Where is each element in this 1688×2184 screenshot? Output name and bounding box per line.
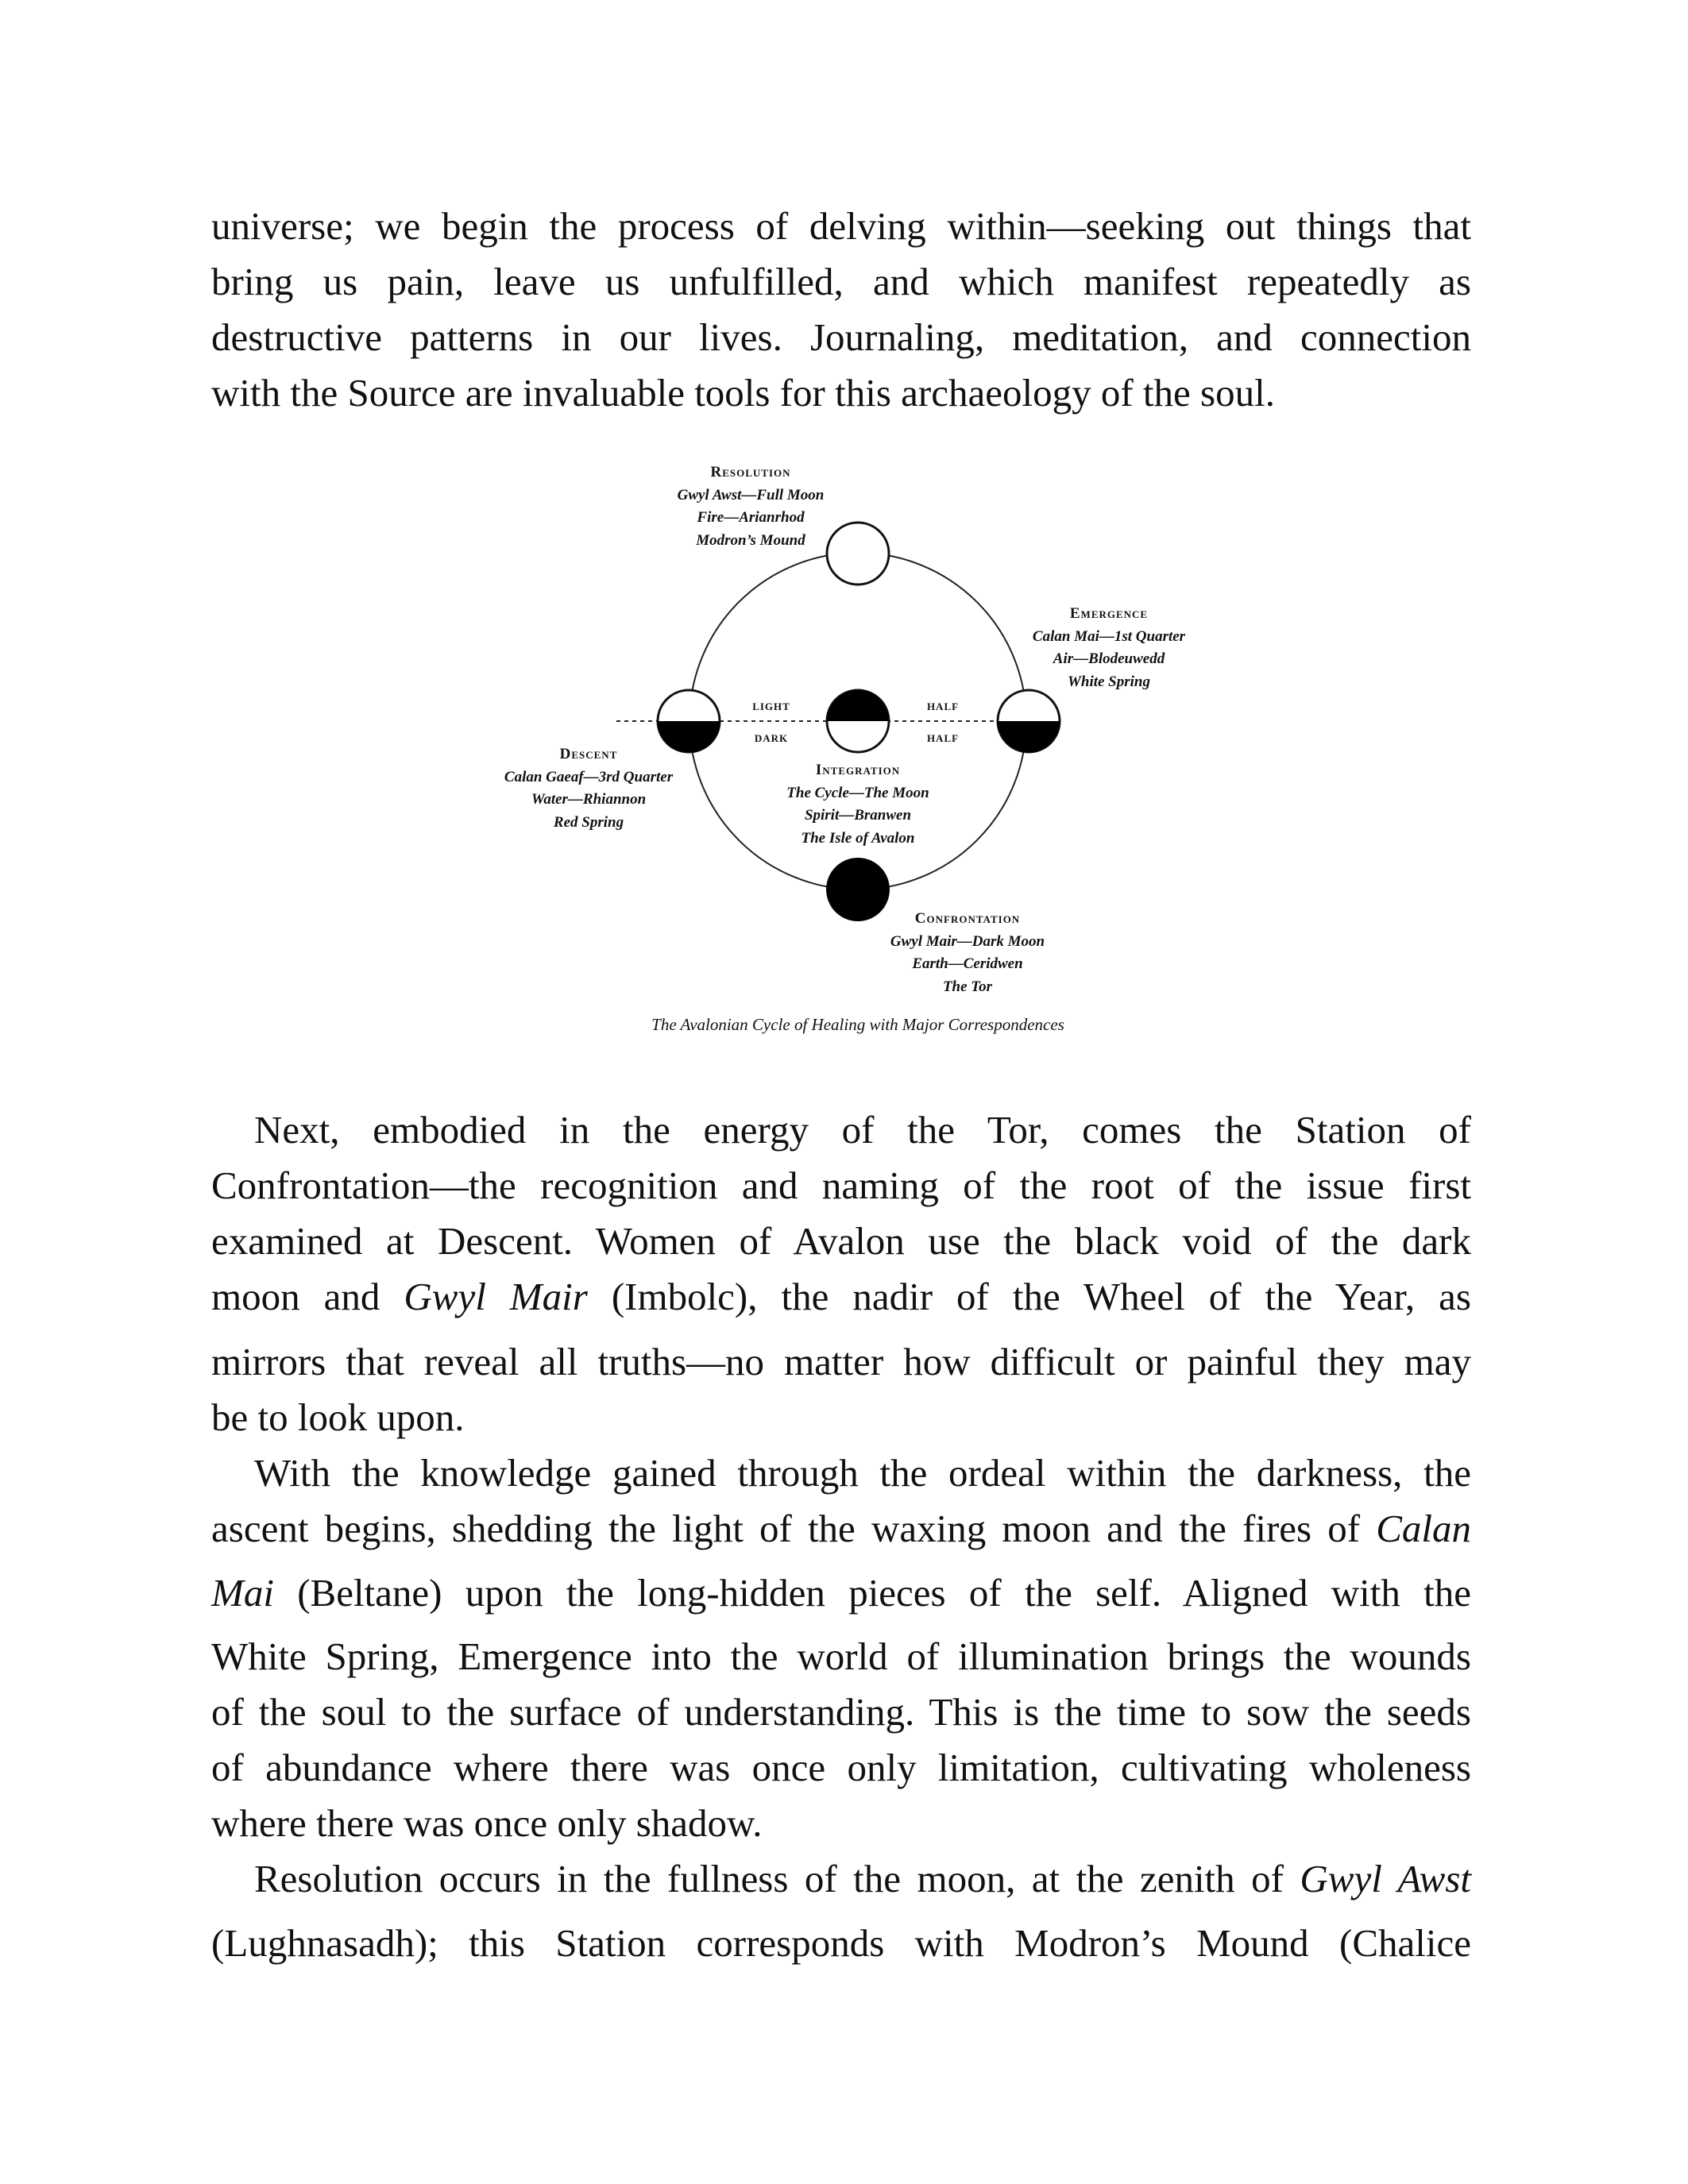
station-title: Descent [559,746,618,762]
station-line: Water—Rhiannon [531,791,647,808]
text-line [254,1445,1471,1501]
station-line: Calan Mai—1st Quarter [1032,627,1186,645]
text-run: Confrontation—the recognition and naming of the root of the issue first [211,1163,1471,1207]
station-line: The Cycle—The Moon [786,784,929,801]
text-run: (Imbolc), the nadir of the Wheel of the Year, as [587,1275,1471,1318]
text-line [211,1916,1471,1971]
text-run: universe; we begin the process of delving within—seeking out things that [211,204,1471,248]
station-title: Emergence [1069,605,1149,622]
text-line [211,1629,1471,1684]
station-title: Integration [815,762,901,778]
text-line [211,1269,1471,1325]
text-line [211,1214,1471,1269]
station-line: Fire—Arianrhod [697,509,805,526]
text-line [211,1740,1471,1796]
resolution-label [678,461,825,552]
full-moon-icon [827,523,889,585]
station-line: Calan Gaeaf—3rd Quarter [504,768,674,785]
text-line [254,1851,1471,1907]
text-run: mirrors that reveal all truths—no matter how difficult or painful they may [211,1340,1471,1383]
station-line: Modron’s Mound [696,531,805,549]
half-top-label: HALF [926,700,960,712]
station-line: Earth—Ceridwen [912,955,1023,972]
station-line: The Isle of Avalon [801,829,915,847]
text-line [211,1684,1471,1740]
confrontation-label [890,908,1045,998]
italic-term: Calan [1376,1507,1471,1550]
text-run: where there was once only shadow. [211,1801,763,1845]
station-line: Spirit—Branwen [804,807,912,824]
text-run: with the Source are invaluable tools for this archaeology of the soul. [211,371,1275,415]
italic-term: Gwyl Awst [1300,1857,1471,1900]
text-run: (Beltane) upon the long-hidden pieces of the self. Aligned with the [273,1571,1471,1615]
station-line: White Spring [1067,673,1150,690]
integration-label [786,759,929,850]
italic-term: Mai [211,1571,274,1615]
station-line: The Tor [942,978,993,995]
text-run: ascent begins, shedding the light of the waxing moon and the fires of [211,1507,1377,1550]
text-line [211,1390,1471,1445]
station-line: Gwyl Awst—Full Moon [677,486,825,504]
station-line: Air—Blodeuwedd [1053,650,1165,667]
text-run: destructive patterns in our lives. Journaling, meditation, and connection [211,315,1471,359]
text-run: bring us pain, leave us unfulfilled, and which manifest repeatedly as [211,260,1471,303]
text-line [211,1565,1471,1621]
text-run: With the knowledge gained through the ordeal within the darkness, the [254,1451,1471,1495]
italic-term: Gwyl Mair [404,1275,588,1318]
emergence-label [1033,603,1185,693]
text-run: White Spring, Emergence into the world of illumination brings the wounds [211,1634,1471,1678]
text-run: of abundance where there was once only limitation, cultivating wholeness [211,1746,1471,1789]
first-quarter-moon-icon [998,690,1060,752]
text-run: be to look upon. [211,1395,465,1439]
text-run: (Lughnasadh); this Station corresponds with Modron’s Mound (Chalice [211,1921,1471,1965]
integration-moon-icon [827,690,889,752]
station-title: Confrontation [914,910,1021,927]
dark-moon-icon [826,858,890,921]
text-line [211,1334,1471,1390]
text-run: examined at Descent. Women of Avalon use the black void of the dark [211,1219,1471,1263]
station-line: Gwyl Mair—Dark Moon [890,932,1045,950]
half-bottom-label: HALF [926,732,960,744]
text-line [211,1796,1471,1851]
text-line [211,1158,1471,1214]
text-run: moon and [211,1275,404,1318]
text-line [211,1501,1471,1557]
dark-label: DARK [754,732,789,744]
text-run: Next, embodied in the energy of the Tor, comes the Station of [254,1108,1471,1152]
light-label: LIGHT [752,700,790,712]
figure-caption: The Avalonian Cycle of Healing with Major Correspondences [651,1015,1064,1034]
text-run: Resolution occurs in the fullness of the moon, at the zenith of [254,1857,1300,1900]
text-run: of the soul to the surface of understanding. This is the time to sow the seeds [211,1690,1471,1734]
station-title: Resolution [710,464,791,480]
station-line: Red Spring [553,813,624,831]
descent-label [504,743,673,834]
